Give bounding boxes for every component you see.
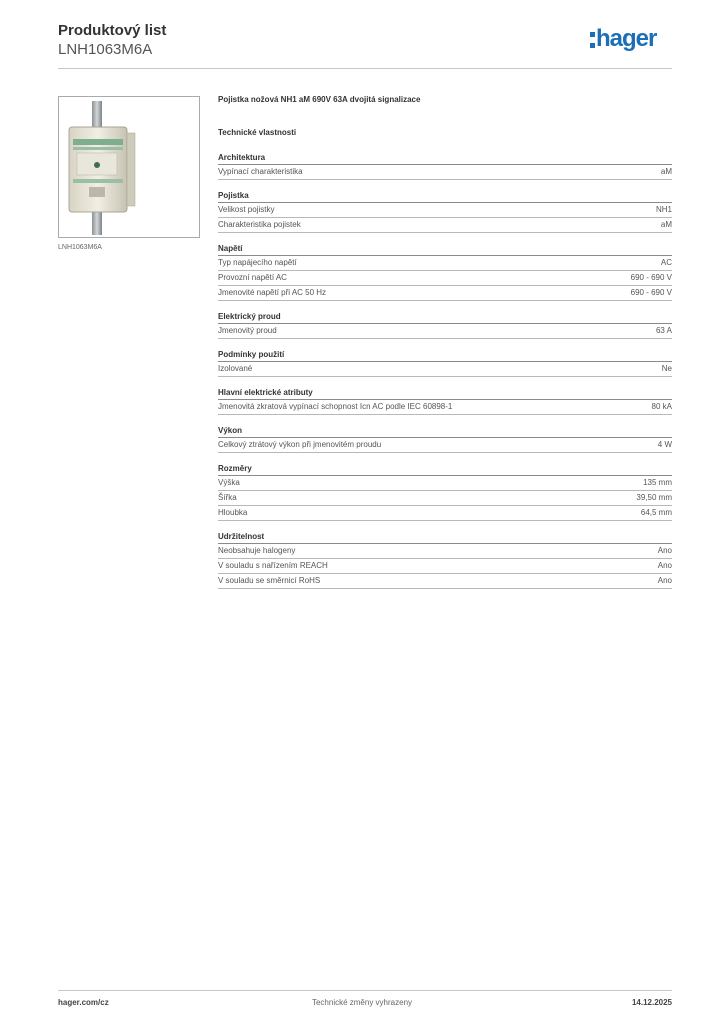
- spec-row: [218, 506, 672, 521]
- footer-divider: [58, 990, 672, 991]
- spec-row: [218, 491, 672, 506]
- spec-group-title: Udržitelnost: [218, 531, 672, 544]
- spec-value: aM: [660, 220, 672, 229]
- spec-row: [218, 400, 672, 415]
- spec-value: Ano: [657, 576, 672, 585]
- footer-date: 14.12.2025: [631, 998, 672, 1007]
- spec-label: Izolované: [218, 364, 253, 373]
- spec-value: 690 - 690 V: [630, 288, 672, 297]
- spec-value: 690 - 690 V: [630, 273, 672, 282]
- spec-group-title: Pojistka: [218, 190, 672, 203]
- spec-row: [218, 544, 672, 559]
- product-code: LNH1063M6A: [58, 41, 153, 58]
- spec-group: [218, 190, 672, 233]
- spec-value: Ano: [657, 561, 672, 570]
- product-description: Pojistka nožová NH1 aM 690V 63A dvojitá signalizace: [218, 95, 421, 104]
- spec-value: 135 mm: [643, 478, 672, 487]
- spec-groups: [218, 152, 672, 589]
- spec-group: [218, 243, 672, 301]
- spec-row: [218, 574, 672, 589]
- spec-group-title: Elektrický proud: [218, 311, 672, 324]
- spec-label: Typ napájecího napětí: [218, 258, 297, 267]
- spec-value: Ne: [661, 364, 672, 373]
- spec-row: [218, 271, 672, 286]
- spec-value: 4 W: [657, 440, 672, 449]
- spec-value: NH1: [655, 205, 672, 214]
- spec-group-title: Rozměry: [218, 463, 672, 476]
- spec-label: Celkový ztrátový výkon při jmenovitém proudu: [218, 440, 382, 449]
- spec-label: Výška: [218, 478, 240, 487]
- spec-value: aM: [660, 167, 672, 176]
- spec-label: Vypínací charakteristika: [218, 167, 303, 176]
- image-caption: LNH1063M6A: [58, 244, 102, 251]
- spec-label: Šířka: [218, 493, 237, 502]
- spec-row: [218, 559, 672, 574]
- spec-label: Provozní napětí AC: [218, 273, 287, 282]
- spec-row: [218, 476, 672, 491]
- footer-website: hager.com/cz: [58, 998, 109, 1007]
- spec-value: AC: [660, 258, 672, 267]
- spec-label: Jmenovitý proud: [218, 326, 277, 335]
- spec-group: [218, 387, 672, 415]
- spec-row: [218, 256, 672, 271]
- product-image-frame: [58, 96, 200, 238]
- spec-label: Jmenovitá zkratová vypínací schopnost Icn AC podle IEC 60898-1: [218, 402, 453, 411]
- spec-group: [218, 349, 672, 377]
- spec-label: V souladu se směrnicí RoHS: [218, 576, 321, 585]
- spec-row: [218, 286, 672, 301]
- spec-group: [218, 531, 672, 589]
- spec-value: 39,50 mm: [636, 493, 672, 502]
- spec-row: [218, 218, 672, 233]
- spec-row: [218, 165, 672, 180]
- footer-notice: Technické změny vyhrazeny: [311, 998, 413, 1007]
- spec-group: [218, 463, 672, 521]
- spec-group-title: Hlavní elektrické atributy: [218, 387, 672, 400]
- spec-row: [218, 438, 672, 453]
- spec-label: Velikost pojistky: [218, 205, 275, 214]
- spec-group: [218, 152, 672, 180]
- spec-area: [218, 94, 672, 589]
- spec-value: 63 A: [655, 326, 672, 335]
- spec-label: V souladu s nařízením REACH: [218, 561, 328, 570]
- spec-row: [218, 324, 672, 339]
- spec-group: [218, 311, 672, 339]
- spec-row: [218, 203, 672, 218]
- spec-group-title: Výkon: [218, 425, 672, 438]
- spec-label: Charakteristika pojistek: [218, 220, 301, 229]
- spec-heading: Technické vlastnosti: [218, 128, 297, 137]
- page-header: [58, 22, 672, 68]
- spec-label: Jmenovité napětí při AC 50 Hz: [218, 288, 327, 297]
- spec-group: [218, 425, 672, 453]
- spec-value: 64,5 mm: [640, 508, 672, 517]
- spec-group-title: Napětí: [218, 243, 672, 256]
- spec-label: Hloubka: [218, 508, 248, 517]
- spec-group-title: Architektura: [218, 152, 672, 165]
- page-title: Produktový list: [58, 22, 167, 39]
- spec-value: 80 kA: [651, 402, 672, 411]
- spec-value: Ano: [657, 546, 672, 555]
- spec-group-title: Podmínky použití: [218, 349, 672, 362]
- hager-logo: [590, 27, 672, 53]
- fuse-image: [59, 97, 199, 237]
- spec-label: Neobsahuje halogeny: [218, 546, 296, 555]
- header-divider: [58, 68, 672, 69]
- spec-row: [218, 362, 672, 377]
- logo-text: hager: [596, 25, 657, 52]
